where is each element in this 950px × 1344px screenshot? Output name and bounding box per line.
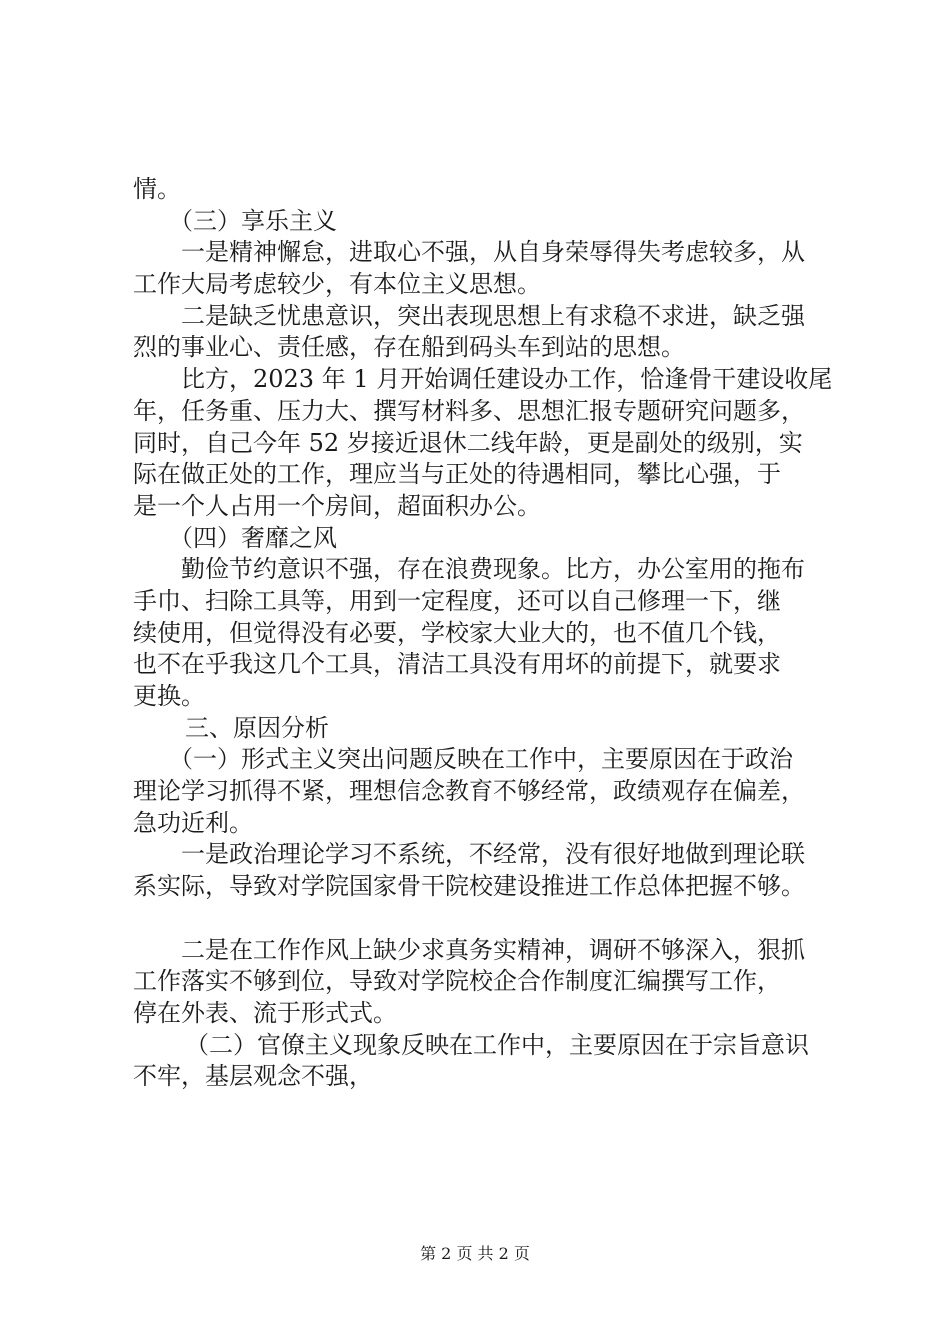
text-line: 急功近利。 <box>133 808 253 837</box>
text-line: 烈的事业心、责任感，存在船到码头车到站的思想。 <box>133 333 685 362</box>
text-line: 工作大局考虑较少，有本位主义思想。 <box>133 270 541 299</box>
text-line: 手巾、扫除工具等，用到一定程度，还可以自己修理一下，继 <box>133 586 781 615</box>
text-line: 际在做正处的工作，理应当与正处的待遇相同，攀比心强，于 <box>133 460 781 489</box>
text-line: 工作落实不够到位，导致对学院校企合作制度汇编撰写工作， <box>133 967 781 996</box>
text-line: 系实际，导致对学院国家骨干院校建设推进工作总体把握不够。 <box>133 872 805 901</box>
text-line: 一是精神懈怠，进取心不强，从自身荣辱得失考虑较多，从 <box>181 238 805 267</box>
text-line: 也不在乎我这几个工具，清洁工具没有用坏的前提下，就要求 <box>133 650 781 679</box>
text-line: 情。 <box>133 175 181 203</box>
text-line: 不牢，基层观念不强， <box>133 1062 373 1091</box>
text-line: 二是在工作作风上缺少求真务实精神，调研不够深入，狠抓 <box>181 935 805 964</box>
text-line: （一）形式主义突出问题反映在工作中，主要原因在于政治 <box>169 745 793 774</box>
text-line: 勤俭节约意识不强，存在浪费现象。比方，办公室用的拖布 <box>181 555 805 584</box>
text-line: 是一个人占用一个房间，超面积办公。 <box>133 491 541 520</box>
document-body <box>133 174 839 1093</box>
text-line: （二）官僚主义现象反映在工作中，主要原因在于宗旨意识 <box>185 1030 809 1059</box>
section-heading: （四）奢靡之风 <box>169 523 337 552</box>
text-line: 续使用，但觉得没有必要，学校家大业大的，也不值几个钱， <box>133 618 781 647</box>
page-footer: 第 2 页 共 2 页 <box>420 1244 530 1263</box>
text-line: 更换。 <box>133 682 205 710</box>
text-line: 年，任务重、压力大、撰写材料多、思想汇报专题研究问题多， <box>133 396 805 425</box>
text-line: 比方，2023 年 1 月开始调任建设办工作，恰逢骨干建设收尾 <box>181 365 833 394</box>
blank-line <box>133 903 839 935</box>
text-line: 同时，自己今年 52 岁接近退休二线年龄，更是副处的级别，实 <box>133 428 803 457</box>
text-line: 一是政治理论学习不系统，不经常，没有很好地做到理论联 <box>181 840 805 869</box>
section-heading: 三、原因分析 <box>185 713 329 742</box>
text-line: 理论学习抓得不紧，理想信念教育不够经常，政绩观存在偏差， <box>133 777 805 806</box>
section-heading: （三）享乐主义 <box>169 206 337 235</box>
text-line: 停在外表、流于形式式。 <box>133 998 397 1027</box>
text-line: 二是缺乏忧患意识，突出表现思想上有求稳不求进，缺乏强 <box>181 301 805 330</box>
